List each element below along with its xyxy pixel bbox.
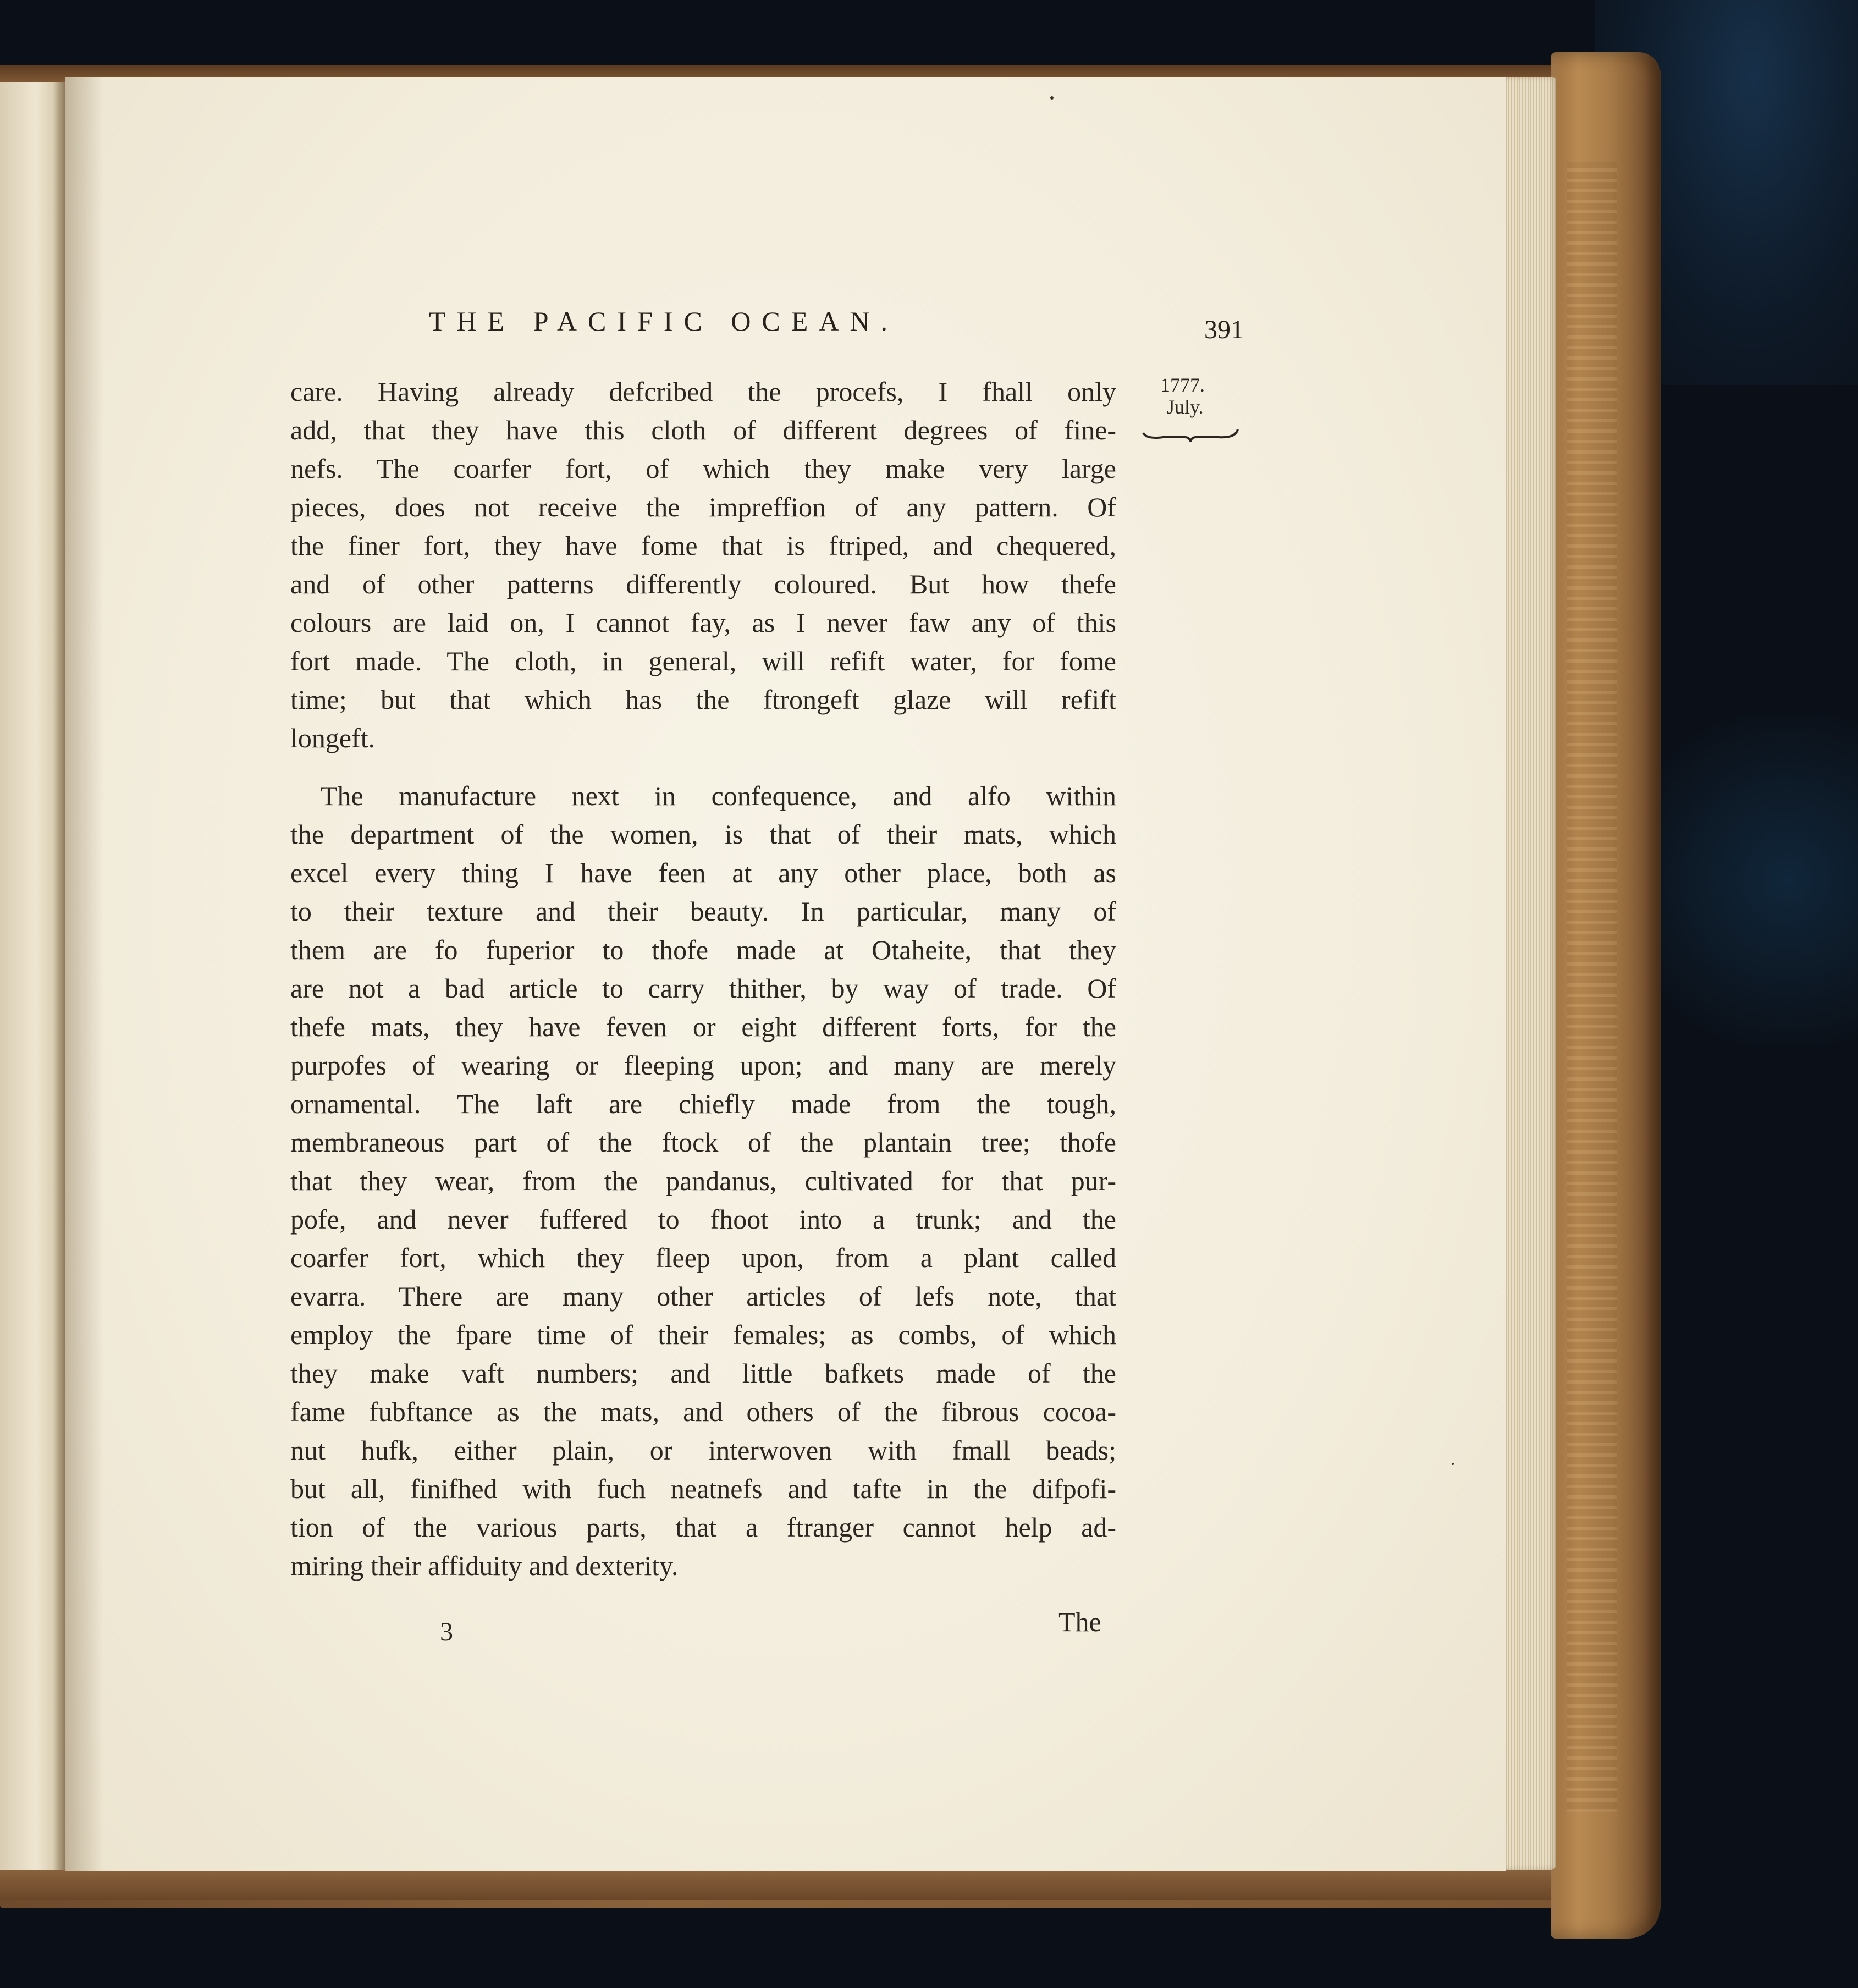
text-line: pofe, and never fuffered to fhoot into a trunk; and the — [290, 1204, 1116, 1235]
catchword: The — [1058, 1606, 1101, 1637]
facing-page-edge — [0, 82, 65, 1870]
text-line: excel every thing I have feen at any other place, both as — [290, 857, 1116, 888]
margin-note-month: July. — [1167, 396, 1204, 418]
text-line: nefs. The coarfer fort, of which they make very large — [290, 453, 1116, 484]
text-line: ornamental. The laft are chiefly made from the tough, — [290, 1088, 1116, 1119]
running-head: THE PACIFIC OCEAN. — [429, 306, 899, 337]
text-line: membraneous part of the ftock of the plantain tree; thofe — [290, 1127, 1116, 1158]
text-line: care. Having already defcribed the procefs, I fhall only — [290, 376, 1116, 407]
text-line: but all, finifhed with fuch neatnefs and tafte in the difpofi- — [290, 1473, 1116, 1504]
text-line: tion of the various parts, that a ftranger cannot help ad- — [290, 1512, 1116, 1543]
text-line: them are fo fuperior to thofe made at Otaheite, that they — [290, 934, 1116, 965]
gutter-shadow — [65, 77, 103, 1871]
text-line: evarra. There are many other articles of lefs note, that — [290, 1281, 1116, 1312]
book-cover-right-board — [1551, 52, 1661, 1939]
text-line: The manufacture next in confequence, and alfo within — [321, 780, 1116, 811]
signature-mark: 3 — [440, 1617, 453, 1646]
text-line: miring their affiduity and dexterity. — [290, 1550, 679, 1581]
paragraph-1 — [290, 372, 1116, 757]
text-line: the finer fort, they have fome that is ftriped, and chequered, — [290, 530, 1116, 561]
page-block-edges — [1504, 77, 1556, 1870]
book-cover-bottom-edge — [0, 1867, 1628, 1900]
paragraph-2 — [290, 777, 1116, 1585]
text-line: purpofes of wearing or fleeping upon; and many are merely — [290, 1050, 1116, 1081]
text-line: time; but that which has the ftrongeft glaze will refift — [290, 684, 1116, 715]
text-line: the department of the women, is that of their mats, which — [290, 819, 1116, 850]
text-line: are not a bad article to carry thither, by way of trade. Of — [290, 973, 1116, 1004]
text-line: longeft. — [290, 723, 376, 753]
margin-brace-icon — [1141, 426, 1240, 443]
text-line: they make vaft numbers; and little bafkets made of the — [290, 1358, 1116, 1389]
text-line: pieces, does not receive the impreffion of any pattern. Of — [290, 492, 1116, 522]
margin-note-year: 1777. — [1160, 374, 1205, 396]
paper-speck — [1452, 1463, 1454, 1465]
text-line: fort made. The cloth, in general, will refift water, for fome — [290, 646, 1116, 676]
text-line: and of other patterns differently coloured. But how thefe — [290, 569, 1116, 599]
text-line: thefe mats, they have feven or eight different forts, for the — [290, 1011, 1116, 1042]
text-line: employ the fpare time of their females; as combs, of which — [290, 1319, 1116, 1350]
text-line: that they wear, from the pandanus, cultivated for that pur- — [290, 1165, 1116, 1196]
text-line: to their texture and their beauty. In particular, many of — [290, 896, 1116, 927]
text-line: fame fubftance as the mats, and others of the fibrous cocoa- — [290, 1396, 1116, 1427]
paper-speck — [1050, 96, 1054, 100]
text-line: nut hufk, either plain, or interwoven with fmall beads; — [290, 1435, 1116, 1466]
text-line: colours are laid on, I cannot fay, as I never faw any of this — [290, 607, 1116, 638]
text-line: coarfer fort, which they fleep upon, from a plant called — [290, 1242, 1116, 1273]
text-line: add, that they have this cloth of different degrees of fine- — [290, 415, 1116, 445]
page-number: 391 — [1204, 315, 1244, 344]
